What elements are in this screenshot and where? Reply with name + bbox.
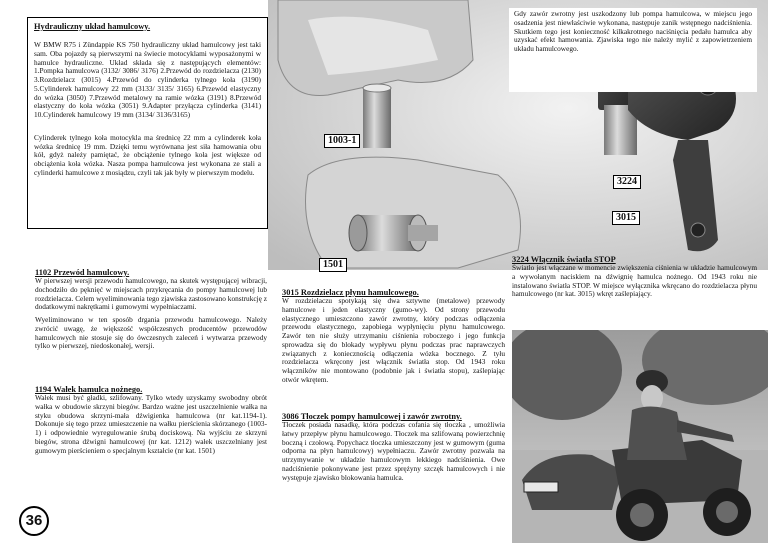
section-1194-paragraph: Wałek musi być gładki, szlifowany. Tylko wtedy uzyskamy swobodny obrót wałka w obudowie skrzyni biegów. Bardzo ważne jest uszczelnienie wałka na styku obudowa skrzyni-mała dźwigienka hamulcowa (nr kat.1194-1). Dokonuje się tego przez umieszczenie na wałku pierścienia skórzanego (1003-1) i odpowiednie wyregulowanie śrubą dociskową. Na wyjściu ze skrzyni biegów, strona dźwigni hamulcowej (nr kat. 1212) wałek uszczelniany jest gumowym pierścieniem o specjalnym kształcie (nr kat. 1501)	[35, 393, 267, 455]
section-1194	[35, 385, 267, 455]
section-3086-title: 3086 Tłoczek pompy hamulcowej i zawór zwrotny.	[282, 412, 462, 421]
note-text: Gdy zawór zwrotny jest uszkodzony lub pompa hamulcowa, w miejscu jego osadzenia jest niewłaściwie wykonana, następuje zanik wstępnego nadciśnienia. Skutkiem tego jest konieczność kilkakrotnego naciśnięcia pedału hamulca aby uzyskać efekt hamowania. Zjawiska tego nie należy mylić z zapowietrzeniem układu hamulcowego.	[514, 9, 752, 53]
note-box	[509, 8, 757, 92]
section-1102-paragraph-1: W pierwszej wersji przewodu hamulcowego, na skutek występującej wibracji, dochodziło do pęknięć w miejscach przykręcania do pompy hamulcowej lub rozdzielacza. Celem wyeliminowania tego zjawiska zastosowano konstrukcję z dodatkowymi nakrętkami i gumowymi wypełniaczami.	[35, 276, 267, 312]
label-3224: 3224	[613, 175, 641, 189]
intro-title: Hydrauliczny układ hamulcowy.	[34, 22, 151, 31]
section-1102	[35, 268, 267, 351]
section-3224-paragraph: Światło jest włączane w momencie zwiększenia ciśnienia w układzie hamulcowym a wywołanym naciskiem na dźwignię hamulca nożnego. Od 1943 roku nie instalowano światła STOP. W miejsce wyłącznika wkręcano do rozdzielacza płynu hamulcowego (nr kat. 3015) wkręt zaślepiający.	[512, 263, 757, 299]
intro-box	[27, 17, 268, 229]
section-3015-paragraph: W rozdzielaczu spotykają się dwa sztywne (metalowe) przewody hamulcowe i jeden elastyczny (gumo-wy). Od strony przewodu elastycznego umieszczono zawór zwrotny, który podczas odłączenia przewodu elastycznego, zapobiega wypłynięciu płynu hamulcowego. Zawór ten nie służy utrzymaniu ciśnienia roboczego i jego funkcja sprowadza się do blokady wypływu płynu podczas prac naprawczych związanych z koniecznością odłączenia wózka bocznego. Z tyłu rozdzielacza wkręcony jest włącznik światła stop. Od 1943 roku włączników nie montowano (podobnie jak i światła stopu), zaślepiając otwór wkrętem.	[282, 296, 505, 384]
section-3224	[512, 255, 757, 299]
section-3015-title: 3015 Rozdzielacz płynu hamulcowego.	[282, 288, 419, 297]
photo-soldier-motorcycle	[512, 330, 768, 543]
section-3086-paragraph: Tłoczek posiada nasadkę, która podczas cofania się tłoczka , umożliwia łatwy przepływ płynu hamulcowego. Tłoczek ma szlifowaną powierzchnię boczną i czołową. Popychacz tłoczka umieszczony jest w gumowym (guma odporna na płyn hamulcowy) wypełniaczu. Zawór zwrotny pozwala na utrzymywanie w układzie hamulcowym lekkiego nadciśnienia. Owe nadciśnienie pokonywane jest przez sprężyny szczęk hamulcowych i nie występuje zjawisko blokowania hamulca.	[282, 420, 505, 482]
section-3224-title: 3224 Włącznik światła STOP	[512, 255, 616, 264]
label-1003-1: 1003-1	[324, 134, 360, 148]
section-3086	[282, 412, 505, 482]
intro-paragraph-1: W BMW R75 i Zündappie KS 750 hydrauliczny układ hamulcowy jest taki sam. Oba pojazdy są pierwszymi na świecie motocyklami wyposażonymi w hamulce hydrauliczne. Układ składa się z następujących elementów: 1.Pompka hamulcowa (3132/ 3086/ 3176) 2.Przewód do rozdzielacza (2130) 3.Rozdzielacz (3015) 4.Przewód do cylinderka tylnego koła (3190) 5.Cylinderek hamulcowy 22 mm (3133/ 3135/ 3165) 6.Przewód elastyczny do wózka (3050) 7.Przewód metalowy na ramie wózka (3191) 8.Przewód elastyczny do koła wózka (3051) 9.Adapter przyłącza cylinderka (3141) 10.Cylinderek hamulcowy 19 mm (3134/ 3136/3165)	[34, 40, 261, 119]
page-number: 36	[19, 506, 49, 536]
section-1102-title: 1102 Przewód hamulcowy.	[35, 268, 130, 277]
section-3015	[282, 288, 505, 385]
label-1501: 1501	[319, 258, 347, 272]
section-1102-paragraph-2: Wyeliminowano w ten sposób drgania przewodu hamulcowego. Należy zwrócić uwagę, że większość współczesnych producentów przewodów hamulcowych nie stosuje się do ówczesnych zaleceń i wytwarza przewody tylko w pierwszej, niedoskonałej, wersji.	[35, 315, 267, 351]
label-3015: 3015	[612, 211, 640, 225]
intro-paragraph-2: Cylinderek tylnego koła motocykla ma średnicę 22 mm a cylinderek koła wózka średnicę 19 mm. Dzięki temu wyrównana jest siła hamowania obu kół, gdyż należy pamiętać, że obciążenie tylnego koła jest większe od obciążenia koła wózka. Nasza pompa hamulcowa jest wykonana ze stali a cylinderki hamulcowe z mosiądzu, czyli tak jak były w pierwszym modelu.	[34, 132, 261, 177]
section-1194-title: 1194 Wałek hamulca nożnego.	[35, 385, 143, 394]
